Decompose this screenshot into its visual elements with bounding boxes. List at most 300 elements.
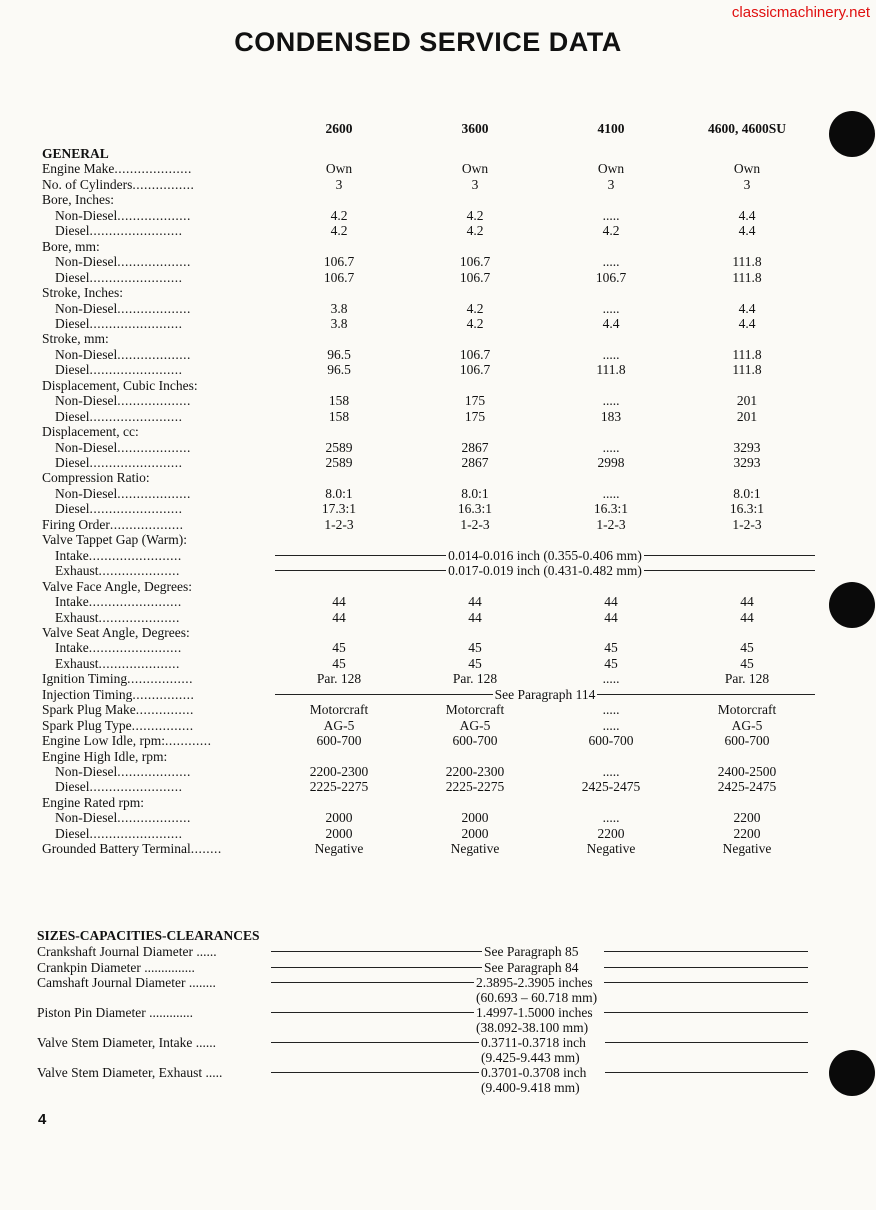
spec-value: 3.8 <box>330 315 348 331</box>
spec-value: Par. 128 <box>452 671 498 687</box>
spec-row <box>42 702 815 717</box>
spec-row <box>42 640 815 655</box>
rule-line <box>605 1065 808 1080</box>
spec-value: 201 <box>736 408 758 424</box>
binder-hole-middle <box>829 582 875 628</box>
spec-row <box>42 455 815 470</box>
spec-value: ..... <box>602 346 620 362</box>
spec-value: 111.8 <box>732 269 762 285</box>
spec-value: 2589 <box>325 439 353 455</box>
spec-value: 106.7 <box>459 254 491 270</box>
size-label: Crankshaft Journal Diameter ...... <box>37 944 217 959</box>
spec-label: Diesel........................ <box>55 362 183 378</box>
leader-dots: ..................... <box>98 609 180 625</box>
spec-row <box>42 718 815 733</box>
spec-label: Non-Diesel................... <box>55 300 191 316</box>
spec-value: 2589 <box>325 455 353 470</box>
spec-value: 17.3:1 <box>321 501 357 517</box>
spec-value: Negative <box>586 841 636 857</box>
size-row <box>0 1035 815 1066</box>
spec-label: Engine Rated rpm: <box>42 794 144 810</box>
size-row <box>0 975 815 1006</box>
spec-value: ..... <box>602 702 620 718</box>
spec-label: Bore, mm: <box>42 238 100 254</box>
leader-dots: ................... <box>117 485 191 501</box>
spec-value: 16.3:1 <box>593 501 629 517</box>
spec-value: 44 <box>332 594 346 610</box>
leader-dots: ................... <box>117 810 191 826</box>
spec-value: 16.3:1 <box>729 501 765 517</box>
size-value: See Paragraph 84 <box>484 960 579 975</box>
leader-dots: ..................... <box>98 563 180 579</box>
spec-value: ..... <box>602 439 620 455</box>
spec-value: 44 <box>332 609 346 625</box>
spec-label: Intake........................ <box>55 640 182 656</box>
spec-row <box>42 285 815 300</box>
spec-value: 1-2-3 <box>460 516 490 532</box>
spec-label: Non-Diesel................... <box>55 764 191 779</box>
leader-dots: ................... <box>117 346 191 362</box>
binder-hole-bottom <box>829 1050 875 1096</box>
spec-value: 0.014-0.016 inch (0.355-0.406 mm) <box>448 547 642 563</box>
spec-value: 2225-2275 <box>309 779 369 795</box>
spec-value: 16.3:1 <box>457 501 493 517</box>
rule-line <box>271 975 474 990</box>
spec-value: Own <box>461 161 489 177</box>
size-row <box>0 960 815 975</box>
spec-label: Intake........................ <box>55 594 182 610</box>
rule-line <box>271 960 482 975</box>
leader-dots: ................... <box>109 516 184 532</box>
spec-label: Engine Low Idle, rpm:............ <box>42 733 212 749</box>
spec-value: 3.8 <box>330 300 348 316</box>
spec-label: Compression Ratio: <box>42 470 150 486</box>
spec-label: Valve Tappet Gap (Warm): <box>42 532 188 548</box>
spec-row <box>42 470 815 485</box>
spec-value: 2425-2475 <box>581 779 641 795</box>
spec-label: Exhaust..................... <box>55 655 180 671</box>
spec-row <box>42 779 815 794</box>
spec-row <box>42 177 815 192</box>
spec-value: Own <box>597 161 625 177</box>
spec-value: 106.7 <box>459 269 491 285</box>
size-label: Valve Stem Diameter, Exhaust ..... <box>37 1065 223 1080</box>
rule-line <box>597 694 815 695</box>
size-value-metric: (9.400-9.418 mm) <box>481 1080 580 1096</box>
spec-value: ..... <box>602 254 620 270</box>
spec-value: 2000 <box>325 810 353 826</box>
spec-row <box>42 208 815 223</box>
leader-dots: ................... <box>117 393 191 409</box>
spec-row <box>42 517 815 532</box>
spec-value: 4.2 <box>466 223 484 239</box>
spec-row <box>42 733 815 748</box>
spec-row <box>42 749 815 764</box>
spec-value: 44 <box>604 609 618 625</box>
spec-value: 111.8 <box>732 362 762 378</box>
watermark: classicmachinery.net <box>731 4 870 21</box>
spec-value: 2200-2300 <box>445 764 505 779</box>
size-row <box>0 944 815 959</box>
spec-label: Engine High Idle, rpm: <box>42 748 168 764</box>
page-number: 4 <box>38 1111 47 1128</box>
spec-row <box>42 687 815 702</box>
spec-row <box>42 378 815 393</box>
page-title: CONDENSED SERVICE DATA <box>234 27 622 57</box>
leader-dots: ........ <box>190 841 222 857</box>
leader-dots: ............. <box>149 1005 193 1020</box>
spec-label: Diesel........................ <box>55 825 183 841</box>
spec-value: AG-5 <box>459 717 491 733</box>
spanning-value <box>275 548 815 563</box>
spec-row <box>42 347 815 362</box>
spec-value: 2000 <box>325 825 353 841</box>
column-header-4100: 4100 <box>597 121 625 136</box>
spec-label: Non-Diesel................... <box>55 439 191 455</box>
leader-dots: ........................ <box>89 501 183 517</box>
leader-dots: ........................ <box>89 779 183 795</box>
spec-label: Spark Plug Type................ <box>42 717 194 733</box>
spec-label: Diesel........................ <box>55 408 183 424</box>
leader-dots: ................ <box>132 176 195 192</box>
spec-value: 106.7 <box>595 269 627 285</box>
size-label: Camshaft Journal Diameter ........ <box>37 975 216 990</box>
spec-value: AG-5 <box>731 717 763 733</box>
spec-value: 3 <box>471 176 479 192</box>
spanning-value <box>275 563 815 578</box>
spec-value: 4.4 <box>738 207 756 223</box>
spec-value: 158 <box>328 393 350 409</box>
spec-value: 4.4 <box>738 315 756 331</box>
leader-dots: ........................ <box>89 408 183 424</box>
spec-value: Own <box>325 161 353 177</box>
spec-label: Intake........................ <box>55 547 182 563</box>
leader-dots: ..... <box>205 1065 223 1080</box>
leader-dots: ................... <box>117 300 191 316</box>
spec-label: Non-Diesel................... <box>55 393 191 409</box>
size-label: Crankpin Diameter ............... <box>37 960 195 975</box>
spec-row <box>42 223 815 238</box>
spec-row <box>42 409 815 424</box>
spec-value: Motorcraft <box>445 702 505 718</box>
spec-label: Spark Plug Make............... <box>42 702 194 718</box>
spec-value: Negative <box>314 841 364 857</box>
spec-row <box>42 532 815 547</box>
spec-row <box>42 579 815 594</box>
spec-value: 44 <box>740 609 754 625</box>
spec-value: 2225-2275 <box>445 779 505 795</box>
section-heading: SIZES-CAPACITIES-CLEARANCES <box>37 928 260 943</box>
size-value: 2.3895-2.3905 inches <box>476 975 593 990</box>
spec-value: 4.2 <box>466 300 484 316</box>
spec-value: 4.4 <box>738 300 756 316</box>
spec-value: Own <box>733 161 761 177</box>
spec-row <box>42 161 815 176</box>
spec-value: 45 <box>468 640 482 656</box>
spec-value: 600-700 <box>724 733 770 749</box>
spec-label: Stroke, Inches: <box>42 285 123 301</box>
spec-row <box>42 826 815 841</box>
spec-value: 8.0:1 <box>325 485 353 501</box>
spec-value: 3293 <box>733 455 761 470</box>
spec-value: 2200 <box>597 825 625 841</box>
spec-label: Non-Diesel................... <box>55 207 191 223</box>
spec-value: 45 <box>604 640 618 656</box>
spec-label: Engine Make.................... <box>42 161 192 177</box>
rule-line <box>604 1005 808 1020</box>
size-value: 0.3701-0.3708 inch <box>481 1065 587 1080</box>
spec-value: Par. 128 <box>724 671 770 687</box>
spec-value: 106.7 <box>323 269 355 285</box>
leader-dots: ................... <box>117 764 191 779</box>
spec-row <box>42 810 815 825</box>
spec-label: No. of Cylinders................ <box>42 176 195 192</box>
spec-label: Diesel........................ <box>55 315 183 331</box>
spec-row <box>42 795 815 810</box>
spec-label: Diesel........................ <box>55 779 183 795</box>
spec-value: 2200-2300 <box>309 764 369 779</box>
spec-row <box>42 393 815 408</box>
spec-value: 45 <box>740 655 754 671</box>
leader-dots: ...... <box>195 1035 217 1050</box>
spec-value: 158 <box>328 408 350 424</box>
spec-value: 45 <box>604 655 618 671</box>
spec-label: Firing Order................... <box>42 516 184 532</box>
spec-value: 2000 <box>461 810 489 826</box>
spec-row <box>42 671 815 686</box>
spec-row <box>42 486 815 501</box>
leader-dots: ................ <box>131 717 194 733</box>
spec-row <box>42 331 815 346</box>
leader-dots: ...... <box>196 944 217 959</box>
spec-row <box>42 239 815 254</box>
spec-value: ..... <box>602 300 620 316</box>
leader-dots: ........................ <box>89 223 183 239</box>
spec-value: ..... <box>602 393 620 409</box>
spec-value: 45 <box>332 640 346 656</box>
spec-row <box>42 301 815 316</box>
spec-value: 44 <box>468 609 482 625</box>
spec-value: 2400-2500 <box>717 764 777 779</box>
spec-value: 2998 <box>597 455 625 470</box>
leader-dots: ........ <box>188 975 216 990</box>
spec-row <box>42 563 815 578</box>
spec-row <box>42 440 815 455</box>
spec-row <box>42 192 815 207</box>
leader-dots: ........................ <box>89 455 183 470</box>
spec-value: Motorcraft <box>309 702 369 718</box>
spec-value: ..... <box>602 485 620 501</box>
spec-row <box>42 424 815 439</box>
rule-line <box>644 570 815 571</box>
spec-value: 3 <box>743 176 751 192</box>
spec-value: 2200 <box>733 810 761 826</box>
spec-row <box>42 594 815 609</box>
spec-row <box>42 362 815 377</box>
column-header-2600: 2600 <box>325 121 353 136</box>
leader-dots: ..................... <box>98 655 180 671</box>
rule-line <box>275 694 493 695</box>
spec-value: 106.7 <box>459 346 491 362</box>
spec-label: Displacement, cc: <box>42 424 139 440</box>
rule-line <box>604 960 808 975</box>
spec-value: 2867 <box>461 455 489 470</box>
spec-value: 111.8 <box>596 362 626 378</box>
spec-value: 4.4 <box>738 223 756 239</box>
rule-line <box>271 1005 474 1020</box>
spec-label: Non-Diesel................... <box>55 254 191 270</box>
spec-value: 8.0:1 <box>733 485 761 501</box>
spec-value: 111.8 <box>732 346 762 362</box>
leader-dots: ........................ <box>89 825 183 841</box>
spec-value: 106.7 <box>459 362 491 378</box>
binder-hole-top <box>829 111 875 157</box>
spec-label: Valve Seat Angle, Degrees: <box>42 624 190 640</box>
spec-label: Diesel........................ <box>55 501 183 517</box>
size-label: Valve Stem Diameter, Intake ...... <box>37 1035 217 1050</box>
spec-value: 183 <box>600 408 622 424</box>
spec-value: 44 <box>604 594 618 610</box>
size-value-metric: (60.693 – 60.718 mm) <box>476 990 598 1006</box>
spec-value: 2000 <box>461 825 489 841</box>
leader-dots: ................... <box>117 207 191 223</box>
spec-row <box>42 764 815 779</box>
spec-label: Diesel........................ <box>55 223 183 239</box>
leader-dots: ........................ <box>88 547 182 563</box>
spec-value: 3 <box>607 176 615 192</box>
spec-label: Bore, Inches: <box>42 192 114 208</box>
rule-line <box>275 570 446 571</box>
rule-line <box>644 555 815 556</box>
spec-value: ..... <box>602 764 620 779</box>
spec-label: Displacement, Cubic Inches: <box>42 377 198 393</box>
spec-label: Injection Timing................ <box>42 686 195 702</box>
spec-label: Diesel........................ <box>55 269 183 285</box>
spec-label: Exhaust..................... <box>55 563 180 579</box>
spec-label: Grounded Battery Terminal........ <box>42 841 222 857</box>
size-label: Piston Pin Diameter ............. <box>37 1005 193 1020</box>
spec-row <box>42 501 815 516</box>
spec-label: Non-Diesel................... <box>55 485 191 501</box>
spec-value: See Paragraph 114 <box>494 686 596 702</box>
spec-value: Motorcraft <box>717 702 777 718</box>
leader-dots: ........................ <box>88 640 182 656</box>
spec-value: 4.2 <box>466 207 484 223</box>
spec-value: 1-2-3 <box>596 516 626 532</box>
rule-line <box>275 555 446 556</box>
rule-line <box>604 944 808 959</box>
spec-label: Ignition Timing................. <box>42 671 194 687</box>
leader-dots: ........................ <box>88 594 182 610</box>
spec-label: Stroke, mm: <box>42 331 109 347</box>
size-value: 0.3711-0.3718 inch <box>481 1035 586 1050</box>
spec-label: Valve Face Angle, Degrees: <box>42 578 192 594</box>
rule-line <box>271 1035 479 1050</box>
spec-label: Diesel........................ <box>55 455 183 470</box>
leader-dots: ........................ <box>89 269 183 285</box>
spec-value: 1-2-3 <box>732 516 762 532</box>
spec-row <box>42 841 815 856</box>
rule-line <box>271 944 482 959</box>
rule-line <box>271 1065 479 1080</box>
spec-value: 600-700 <box>452 733 498 749</box>
spec-value: 4.2 <box>330 207 348 223</box>
rule-line <box>604 975 808 990</box>
spec-value: 0.017-0.019 inch (0.431-0.482 mm) <box>448 563 642 579</box>
spec-value: 111.8 <box>732 254 762 270</box>
leader-dots: ................. <box>127 671 194 687</box>
spec-value: 3293 <box>733 439 761 455</box>
spec-value: 8.0:1 <box>461 485 489 501</box>
spec-value: 3 <box>335 176 343 192</box>
spec-value: 600-700 <box>588 733 634 749</box>
spec-value: 600-700 <box>316 733 362 749</box>
spec-value: 4.2 <box>602 223 620 239</box>
spec-value: 106.7 <box>323 254 355 270</box>
spec-value: 175 <box>464 393 486 409</box>
size-row <box>0 1005 815 1036</box>
size-value-metric: (38.092-38.100 mm) <box>476 1020 589 1036</box>
spec-value: 2200 <box>733 825 761 841</box>
spec-value: 96.5 <box>327 346 351 362</box>
spec-value: 96.5 <box>327 362 351 378</box>
rule-line <box>605 1035 808 1050</box>
spec-row <box>42 610 815 625</box>
size-value: See Paragraph 85 <box>484 944 579 959</box>
spec-value: 45 <box>332 655 346 671</box>
spec-value: ..... <box>602 671 620 687</box>
spec-value: 4.2 <box>466 315 484 331</box>
leader-dots: ............... <box>135 702 194 718</box>
spec-value: ..... <box>602 207 620 223</box>
spec-value: 2867 <box>461 439 489 455</box>
spec-value: 201 <box>736 393 758 409</box>
leader-dots: .................... <box>114 161 192 177</box>
spec-label: Non-Diesel................... <box>55 346 191 362</box>
spec-value: Negative <box>450 841 500 857</box>
spec-label: Non-Diesel................... <box>55 810 191 826</box>
spec-value: 45 <box>468 655 482 671</box>
spec-value: Par. 128 <box>316 671 362 687</box>
section-heading: GENERAL <box>42 146 109 161</box>
spec-value: 45 <box>740 640 754 656</box>
spec-row <box>42 316 815 331</box>
spec-row <box>42 270 815 285</box>
leader-dots: ................... <box>117 254 191 270</box>
spec-row <box>42 254 815 269</box>
spec-value: 4.2 <box>330 223 348 239</box>
leader-dots: ................ <box>132 686 195 702</box>
size-value: 1.4997-1.5000 inches <box>476 1005 593 1020</box>
spec-value: 1-2-3 <box>324 516 354 532</box>
spec-row <box>42 656 815 671</box>
spec-value: 2425-2475 <box>717 779 777 795</box>
spec-value: ..... <box>602 810 620 826</box>
leader-dots: ........................ <box>89 362 183 378</box>
spec-value: 4.4 <box>602 315 620 331</box>
leader-dots: ........................ <box>89 315 183 331</box>
spec-value: AG-5 <box>323 717 355 733</box>
spec-value: 44 <box>740 594 754 610</box>
spec-value: 44 <box>468 594 482 610</box>
column-header-3600: 3600 <box>461 121 489 136</box>
size-row <box>0 1065 815 1096</box>
column-header-4600: 4600, 4600SU <box>707 121 786 136</box>
spec-value: 175 <box>464 408 486 424</box>
leader-dots: ............... <box>144 960 195 975</box>
spec-value: ..... <box>602 717 620 733</box>
size-value-metric: (9.425-9.443 mm) <box>481 1050 580 1066</box>
